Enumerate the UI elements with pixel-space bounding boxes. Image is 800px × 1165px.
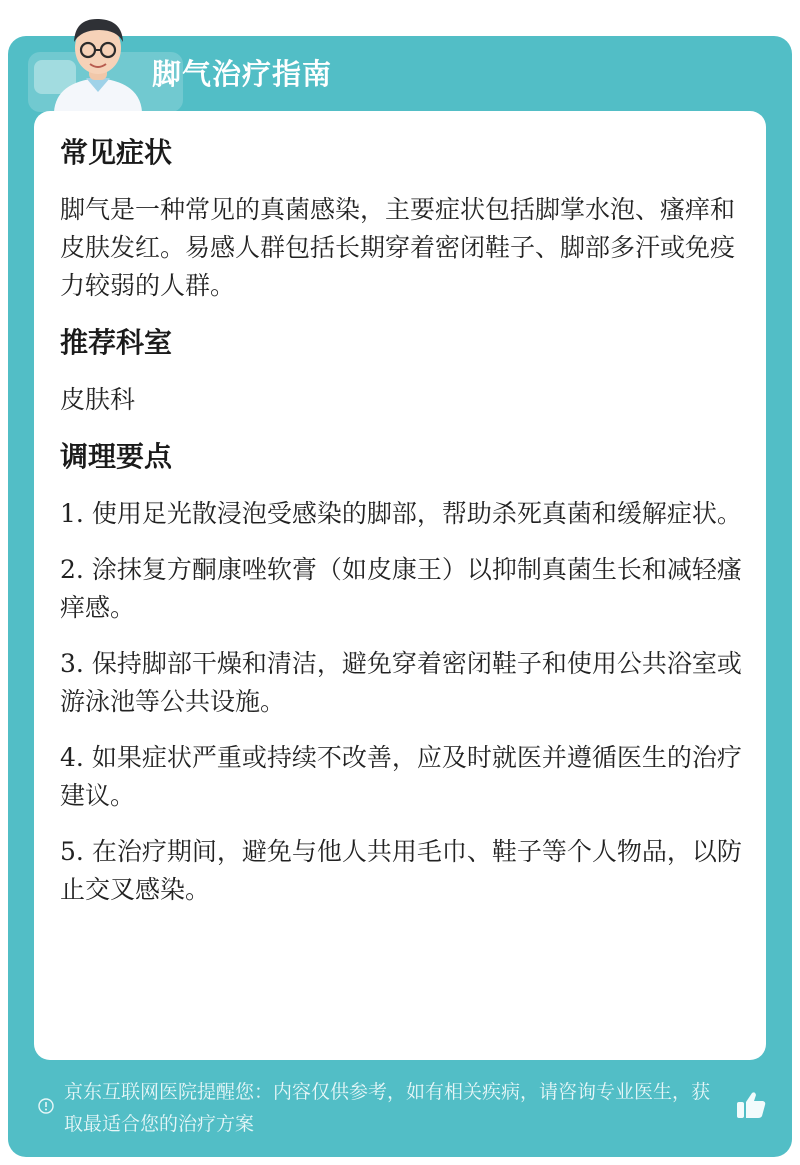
content-card (34, 111, 766, 1060)
care-item (60, 495, 744, 533)
thumbs-up-icon[interactable] (734, 1088, 768, 1122)
care-item-number: 1. (60, 499, 84, 528)
care-item-text: 在治疗期间，避免与他人共用毛巾、鞋子等个人物品，以防止交叉感染。 (60, 837, 742, 904)
care-item-number: 4. (60, 743, 84, 772)
doctor-avatar (48, 8, 148, 112)
department-title: 推荐科室 (60, 326, 173, 359)
department-body: 皮肤科 (60, 385, 136, 414)
panel-header (8, 36, 792, 112)
footer (38, 1076, 778, 1146)
care-item (60, 551, 744, 627)
care-item (60, 645, 744, 721)
guide-panel (8, 36, 792, 1157)
care-item (60, 739, 744, 815)
care-item-text: 如果症状严重或持续不改善，应及时就医并遵循医生的治疗建议。 (60, 743, 742, 810)
info-icon (38, 1098, 54, 1114)
symptoms-title: 常见症状 (60, 136, 173, 169)
care-item-number: 5. (60, 837, 84, 866)
care-item-number: 2. (60, 555, 84, 584)
care-item-text: 保持脚部干燥和清洁，避免穿着密闭鞋子和使用公共浴室或游泳池等公共设施。 (60, 649, 742, 716)
symptoms-body: 脚气是一种常见的真菌感染，主要症状包括脚掌水泡、瘙痒和皮肤发红。易感人群包括长期穿着密闭鞋子、脚部多汗或免疫力较弱的人群。 (60, 195, 736, 300)
care-item (60, 833, 744, 909)
footer-disclaimer: 京东互联网医院提醒您：内容仅供参考，如有相关疾病，请咨询专业医生，获取最适合您的治疗方案 (64, 1081, 711, 1135)
page-title: 脚气治疗指南 (152, 57, 333, 91)
care-item-number: 3. (60, 649, 84, 678)
care-item-text: 使用足光散浸泡受感染的脚部，帮助杀死真菌和缓解症状。 (91, 499, 742, 528)
care-item-text: 涂抹复方酮康唑软膏（如皮康王）以抑制真菌生长和减轻瘙痒感。 (60, 555, 742, 622)
care-title: 调理要点 (60, 440, 173, 473)
card-content (60, 133, 744, 927)
